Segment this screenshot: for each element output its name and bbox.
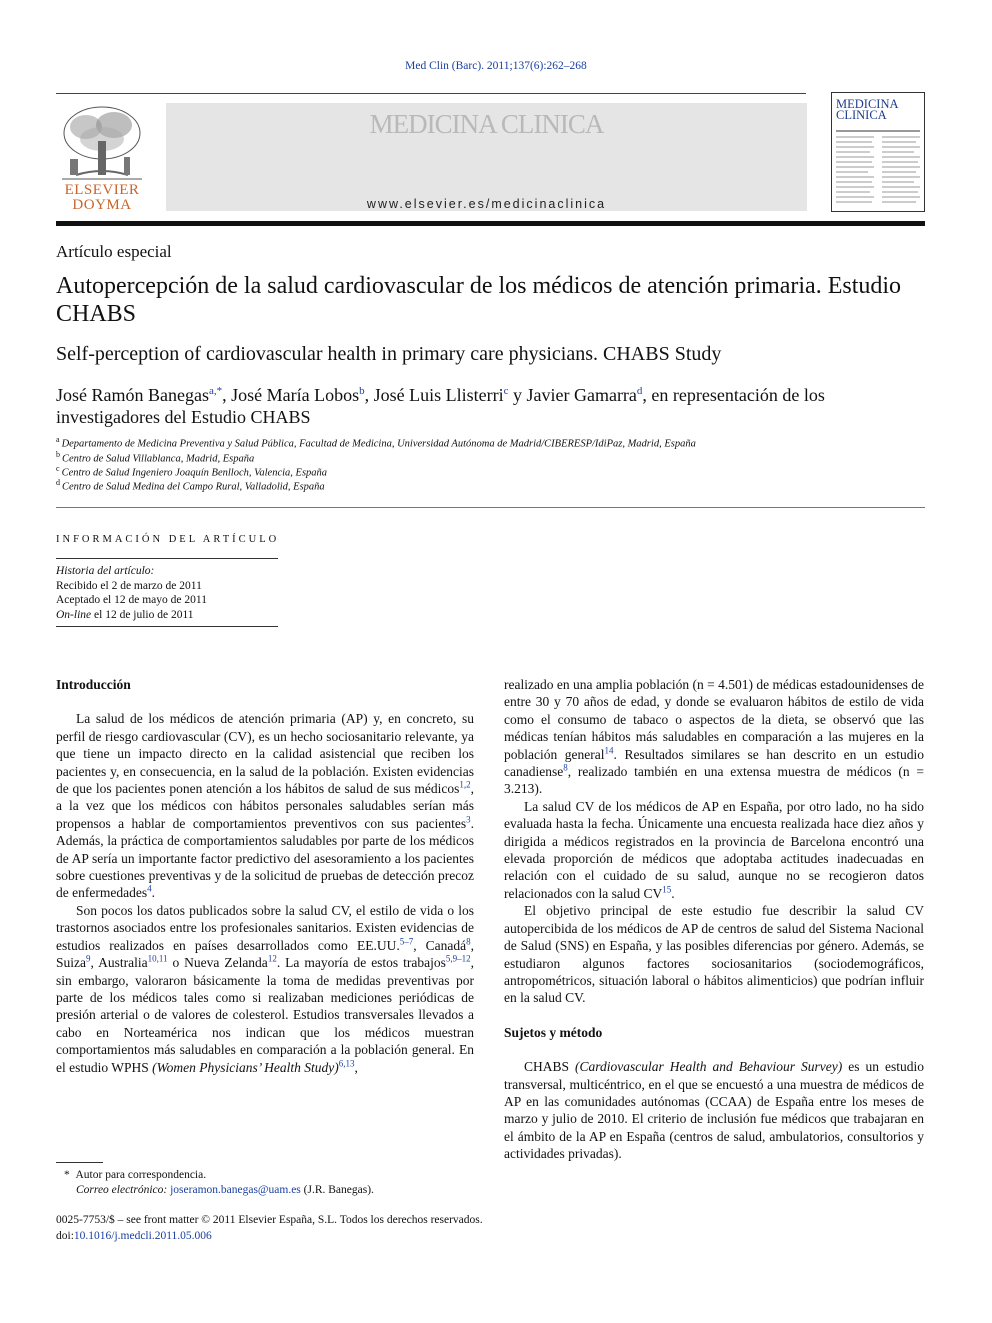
affiliation-label: b — [56, 450, 60, 459]
accepted-date: Aceptado el 12 de mayo de 2011 — [56, 594, 207, 606]
author-separator: , — [364, 385, 374, 405]
cover-title — [836, 99, 899, 121]
doi-prefix: doi: — [56, 1230, 74, 1242]
affiliation-text: Centro de Salud Ingeniero Joaquín Benlloch, Valencia, España — [61, 467, 328, 479]
section-heading-methods: Sujetos y método — [504, 1024, 603, 1040]
online-rest: el 12 de julio de 2011 — [91, 608, 194, 621]
citation-link[interactable]: 9 — [86, 953, 91, 964]
author-affiliation-link[interactable]: d — [636, 385, 643, 397]
citation-link[interactable]: 8 — [466, 936, 471, 947]
journal-citation[interactable]: Med Clin (Barc). 2011;137(6):262–268 — [405, 60, 587, 72]
journal-title: MEDICINA CLINICA — [369, 109, 604, 139]
cover-title-line-1: MEDICINA — [836, 97, 899, 111]
header-thick-rule — [56, 221, 925, 226]
author-list — [56, 380, 926, 428]
affiliation-text: Centro de Salud Medina del Campo Rural, Valladolid, España — [62, 481, 325, 493]
affiliation-b — [56, 450, 254, 465]
correspondence-note — [56, 1168, 374, 1183]
body-column-right — [504, 676, 924, 1163]
citation-link[interactable]: 5–7 — [399, 936, 414, 947]
cover-title-line-2: CLINICA — [836, 108, 887, 122]
affiliation-label: c — [56, 464, 60, 473]
publisher-name-line-2: DOYMA — [72, 197, 132, 213]
elsevier-tree-icon — [56, 103, 148, 183]
article-info-heading: INFORMACIÓN DEL ARTÍCULO — [56, 534, 280, 545]
citation-link[interactable]: 1,2 — [459, 779, 471, 790]
email-note — [56, 1183, 374, 1198]
citation-link[interactable]: 4 — [147, 883, 152, 894]
received-date: Recibido el 2 de marzo de 2011 — [56, 579, 202, 592]
email-link[interactable]: joseramon.banegas@uam.es — [170, 1184, 301, 1196]
doi-line — [56, 1228, 483, 1244]
body-column-left — [56, 676, 474, 1076]
citation-link[interactable]: 3 — [466, 814, 471, 825]
copyright-line: 0025-7753/$ – see front matter © 2011 Elsevier España, S.L. Todos los derechos reservados. — [56, 1214, 483, 1226]
affiliation-label: d — [56, 478, 60, 487]
citation-link[interactable]: 15 — [662, 884, 672, 895]
article-title: Autopercepción de la salud cardiovascular de los médicos de atención primaria. Estudio CHABS — [56, 273, 902, 327]
section-divider — [56, 507, 925, 508]
author-affiliation-link[interactable]: b — [359, 385, 365, 397]
affiliation-a — [56, 435, 696, 450]
online-date — [56, 608, 207, 623]
paragraph: Son pocos los datos publicados sobre la salud CV, el estilo de vida o los trastornos asociados entre los profesionales sanitarios. Existen evidencias de estudios realizados en países desarrollados como EE.UU.$^{5-7}$, Canadá$^8$, Suiza$^9$, Australia$^{10,11}$ o Nueva Zelanda$^{12}$. La mayoría de estos trabajos$^{5,9-12}$, sin embargo, valoraron básicamente la toma de medidas preventivas por parte de los médicos tales como si realizaban mediciones periódicas de presión arterial o de valores de colesterol. Estudios transversales llevados a cabo en Norteamérica nos indican que los médicos muestran comportamientos más saludables en comparación a la población general. En el estudio WPHS (Women Physicians’ Health Study)$^{6,13}$, — [56, 902, 474, 1075]
history-label: Historia del artículo: — [56, 565, 155, 577]
footnotes — [56, 1168, 374, 1198]
online-prefix: On-line — [56, 608, 92, 621]
copyright-block — [56, 1212, 483, 1244]
author-affiliation-link[interactable]: a,* — [208, 385, 223, 397]
citation-link[interactable]: 8 — [563, 762, 568, 773]
affiliation-d — [56, 478, 325, 493]
author-separator: , — [222, 385, 232, 405]
citation-link[interactable]: 12 — [267, 953, 277, 964]
authors-suffix: , en representación de los investigadores del Estudio CHABS — [56, 385, 825, 427]
author-name: José Ramón Banegas — [56, 385, 209, 405]
journal-masthead — [166, 103, 807, 211]
citation-link[interactable]: 14 — [604, 745, 614, 756]
footnote-mark: * — [64, 1169, 70, 1181]
affiliation-text: Departamento de Medicina Preventiva y Salud Pública, Facultad de Medicina, Universidad Autónoma de Madrid/CIBERESP/IdiPaz, Madrid, España — [61, 438, 696, 450]
affiliation-label: a — [56, 435, 60, 444]
citation-link[interactable]: 5,9–12 — [445, 953, 471, 964]
author-name: José Luis Llisterri — [373, 385, 504, 405]
author-name: Javier Gamarra — [526, 385, 637, 405]
section-heading-introduction: Introducción — [56, 677, 131, 692]
paragraph: La salud de los médicos de atención primaria (AP) y, en concreto, su perfil de riesgo cardiovascular (CV), es un hecho sociosanitario relevante, ya que tiene un impacto directo en la calidad asistencial que reciben los pacientes y, en consecuencia, en la salud de la población. Existen evidencias de que los pacientes ponen atención a los hábitos de salud de sus médicos$^{1,2}$, a la vez que los médicos con hábitos personales saludables serían más propensos a hablar de comportamientos preventivos con sus pacientes$^3$. Además, la práctica de comportamientos saludables por parte de los médicos de AP sería un importante factor predictivo del asesoramiento a los pacientes sobre cuestiones preventivas y de la solicitud de pruebas de detección precoz de enfermedades$^4$. — [56, 711, 474, 901]
email-suffix: (J.R. Banegas). — [300, 1184, 374, 1196]
doi-link[interactable]: 10.1016/j.medcli.2011.05.006 — [73, 1230, 212, 1242]
paragraph: realizado en una amplia población (n = 4.501) de médicas estadounidenses de entre 30 y 70 años de edad, y donde se evaluaron hábitos de estilo de vida como el consumo de tabaco o aspectos de la dieta, se observó que las médicas tenían hábitos más saludables en comparación a las mujeres en la población general$^{14}$. Resultados similares se han descrito en un estudio canadiense$^8$, realizado también en una extensa muestra de médicos (n = 3.213). — [504, 677, 924, 797]
publisher-name-line-1: ELSEVIER — [64, 182, 140, 198]
footnote-rule — [56, 1162, 103, 1163]
cover-contents-graphic — [836, 129, 920, 207]
info-rule-top — [56, 558, 278, 559]
journal-url[interactable]: www.elsevier.es/medicinaclinica — [366, 197, 607, 211]
publisher-logo — [56, 103, 148, 211]
paragraph: CHABS (Cardiovascular Health and Behaviour Survey) es un estudio transversal, multicéntrico, en el que se encuestó a una muestra de médicos de AP en las comunidades autónomas (CCAA) de España entre los meses de marzo y julio de 2010. El criterio de inclusión fue médicos que trabajaran en el ámbito de la AP en España (centros de salud, ambulatorios, consultorios y actividades privadas). — [504, 1059, 925, 1162]
author-affiliation-link[interactable]: c — [503, 385, 509, 397]
correspondence-text: Autor para correspondencia. — [75, 1169, 207, 1181]
paragraph: La salud CV de los médicos de AP en España, por otro lado, no ha sido evaluada hasta la fecha. Únicamente una encuesta realizada hace diez años y dirigida a médicos registrados en la provincia de Barcelona encontró una elevada proporción de médicos que adoptaba actitudes inadecuadas en relación con el cuidado de su salud, aunque no se recogieron datos relacionados con la salud CV$^{15}$. — [504, 798, 924, 901]
journal-cover-thumbnail — [831, 92, 925, 212]
author-separator: y — [508, 385, 527, 405]
header-rule — [56, 93, 806, 94]
citation-link[interactable]: 10,11 — [147, 953, 168, 964]
article-type: Artículo especial — [56, 242, 172, 261]
email-label: Correo electrónico: — [76, 1184, 168, 1196]
article-subtitle: Self-perception of cardiovascular health in primary care physicians. CHABS Study — [56, 343, 722, 365]
author-name: José María Lobos — [231, 385, 360, 405]
paragraph: El objetivo principal de este estudio fue describir la salud CV autopercibida de los médicos de AP de centros de salud del Sistema Nacional de Salud (SNS) en España, y las posibles diferencias por género. Además, se estudiaron algunos factores sociosanitarios (sociodemográficos, antropométricos, situación laboral o hábitos alimenticios) que podrían influir en la salud CV. — [504, 903, 924, 1006]
affiliation-c — [56, 464, 327, 479]
affiliation-text: Centro de Salud Villablanca, Madrid, España — [62, 453, 255, 465]
info-rule-bottom — [56, 626, 278, 627]
article-history — [56, 564, 207, 622]
citation-link[interactable]: 6,13 — [338, 1058, 355, 1069]
